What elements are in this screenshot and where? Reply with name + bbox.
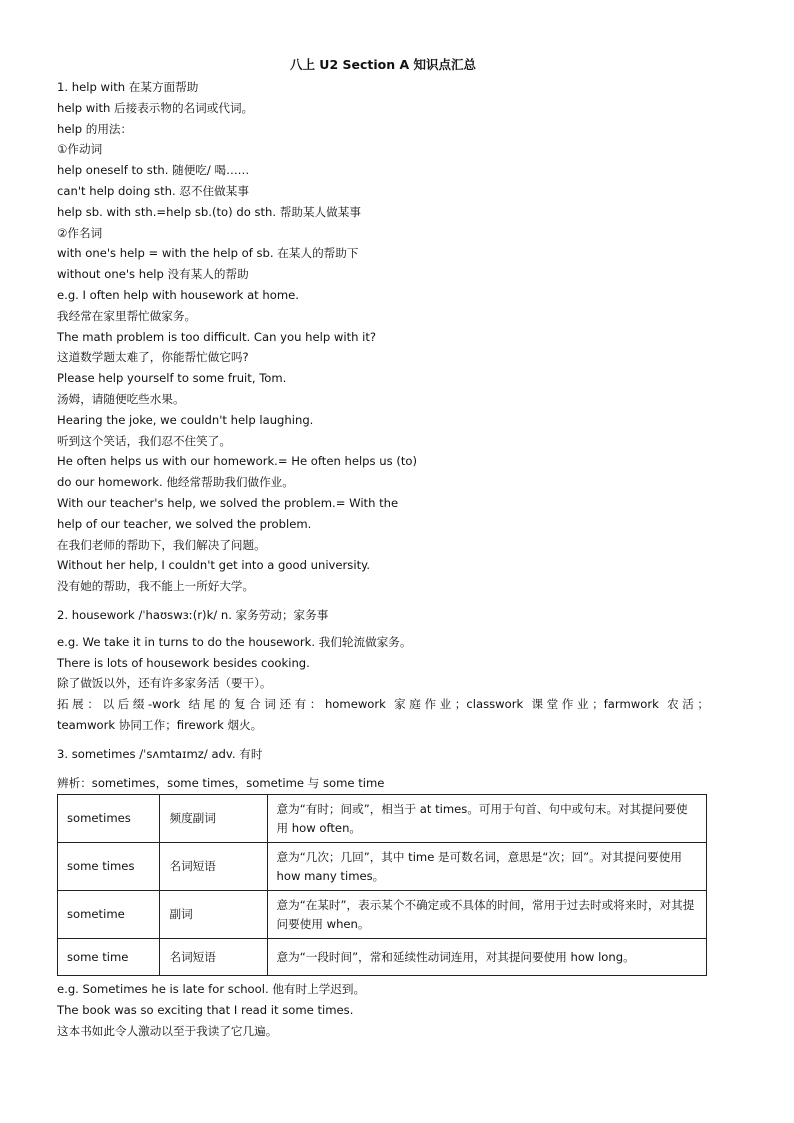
- example-line: 没有她的帮助，我不能上一所好大学。: [57, 579, 255, 594]
- example-line: 除了做饭以外，还有许多家务活（要干）。: [57, 676, 272, 691]
- example-line: With our teacher's help, we solved the problem.= With the: [57, 495, 399, 510]
- text-line: ②作名词: [57, 225, 103, 240]
- table-cell-type: 名词短语: [160, 939, 267, 976]
- example-line: 这道数学题太难了，你能帮忙做它吗?: [57, 350, 249, 365]
- section-3: [57, 744, 709, 1042]
- text-line: without one's help 没有某人的帮助: [57, 267, 249, 282]
- table-row: [58, 939, 707, 976]
- example-line: Without her help, I couldn't get into a good university.: [57, 558, 371, 573]
- example-line: The book was so exciting that I read it some times.: [57, 1003, 354, 1018]
- page-title: 八上 U2 Section A 知识点汇总: [289, 57, 477, 72]
- text-line: with one's help = with the help of sb. 在某人的帮助下: [57, 246, 359, 261]
- example-line: 汤姆，请随便吃些水果。: [57, 391, 185, 406]
- table-cell-word: sometimes: [58, 795, 160, 843]
- section-3-heading: 3. sometimes /ˈsʌmtaɪmz/ adv. 有时: [57, 746, 263, 761]
- table-cell-meaning: 意为“一段时间”，常和延续性动词连用，对其提问要使用 how long。: [267, 939, 706, 976]
- example-line: do our homework. 他经常帮助我们做作业。: [57, 475, 294, 490]
- table-cell-type: 名词短语: [160, 843, 267, 891]
- table-cell-type: 副词: [160, 891, 267, 939]
- text-line: ①作动词: [57, 142, 103, 157]
- example-line: He often helps us with our homework.= He often helps us (to): [57, 454, 418, 469]
- example-line: e.g. I often help with housework at home.: [57, 287, 299, 302]
- table-row: [58, 891, 707, 939]
- document-page: [57, 56, 709, 1042]
- section-1-heading: 1. help with 在某方面帮助: [57, 80, 199, 94]
- example-line: There is lots of housework besides cooking.: [57, 655, 310, 670]
- table-cell-type: 频度副词: [160, 795, 267, 843]
- text-line: can't help doing sth. 忍不住做某事: [57, 183, 249, 198]
- table-cell-word: sometime: [58, 891, 160, 939]
- section-2: [57, 605, 709, 736]
- example-line: help of our teacher, we solved the problem.: [57, 516, 312, 531]
- text-line: help oneself to sth. 随便吃/ 喝……: [57, 163, 250, 178]
- example-line: 听到这个笑话，我们忍不住笑了。: [57, 433, 231, 448]
- example-line: Please help yourself to some fruit, Tom.: [57, 371, 287, 386]
- text-line: help 的用法：: [57, 121, 133, 136]
- example-line: e.g. We take it in turns to do the housework. 我们轮流做家务。: [57, 634, 412, 649]
- section-1: [57, 77, 709, 597]
- table-row: [58, 843, 707, 891]
- example-line: 这本书如此令人激动以至于我读了它几遍。: [57, 1023, 278, 1038]
- section-2-heading: 2. housework /ˈhaʊswɜː(r)k/ n. 家务劳动；家务事: [57, 607, 329, 622]
- table-cell-word: some times: [58, 843, 160, 891]
- table-row: [58, 795, 707, 843]
- table-cell-word: some time: [58, 939, 160, 976]
- extension-line: teamwork 协同工作；firework 烟火。: [57, 717, 263, 732]
- comparison-table: [57, 794, 707, 976]
- text-line: help with 后接表示物的名词或代词。: [57, 100, 254, 115]
- table-cell-meaning: 意为“有时；间或”，相当于 at times。可用于句首、句中或句末。对其提问要使用 how often。: [267, 795, 706, 843]
- extension-line: 拓展：以后缀-work 结尾的复合词还有：homework 家庭作业；classwork 课堂作业；farmwork 农活；: [57, 697, 709, 712]
- example-line: 我经常在家里帮忙做家务。: [57, 308, 197, 323]
- example-line: The math problem is too difficult. Can you help with it?: [57, 329, 377, 344]
- analysis-line: 辨析：sometimes，some times，sometime 与 some time: [57, 775, 385, 790]
- example-line: Hearing the joke, we couldn't help laughing.: [57, 412, 314, 427]
- table-cell-meaning: 意为“在某时”，表示某个不确定或不具体的时间，常用于过去时或将来时，对其提问要使用 when。: [267, 891, 706, 939]
- example-line: 在我们老师的帮助下，我们解决了问题。: [57, 537, 266, 552]
- example-line: e.g. Sometimes he is late for school. 他有时上学迟到。: [57, 982, 366, 997]
- text-line: help sb. with sth.=help sb.(to) do sth. 帮助某人做某事: [57, 204, 361, 219]
- table-cell-meaning: 意为“几次；几回”，其中 time 是可数名词，意思是“次；回”。对其提问要使用 how many times。: [267, 843, 706, 891]
